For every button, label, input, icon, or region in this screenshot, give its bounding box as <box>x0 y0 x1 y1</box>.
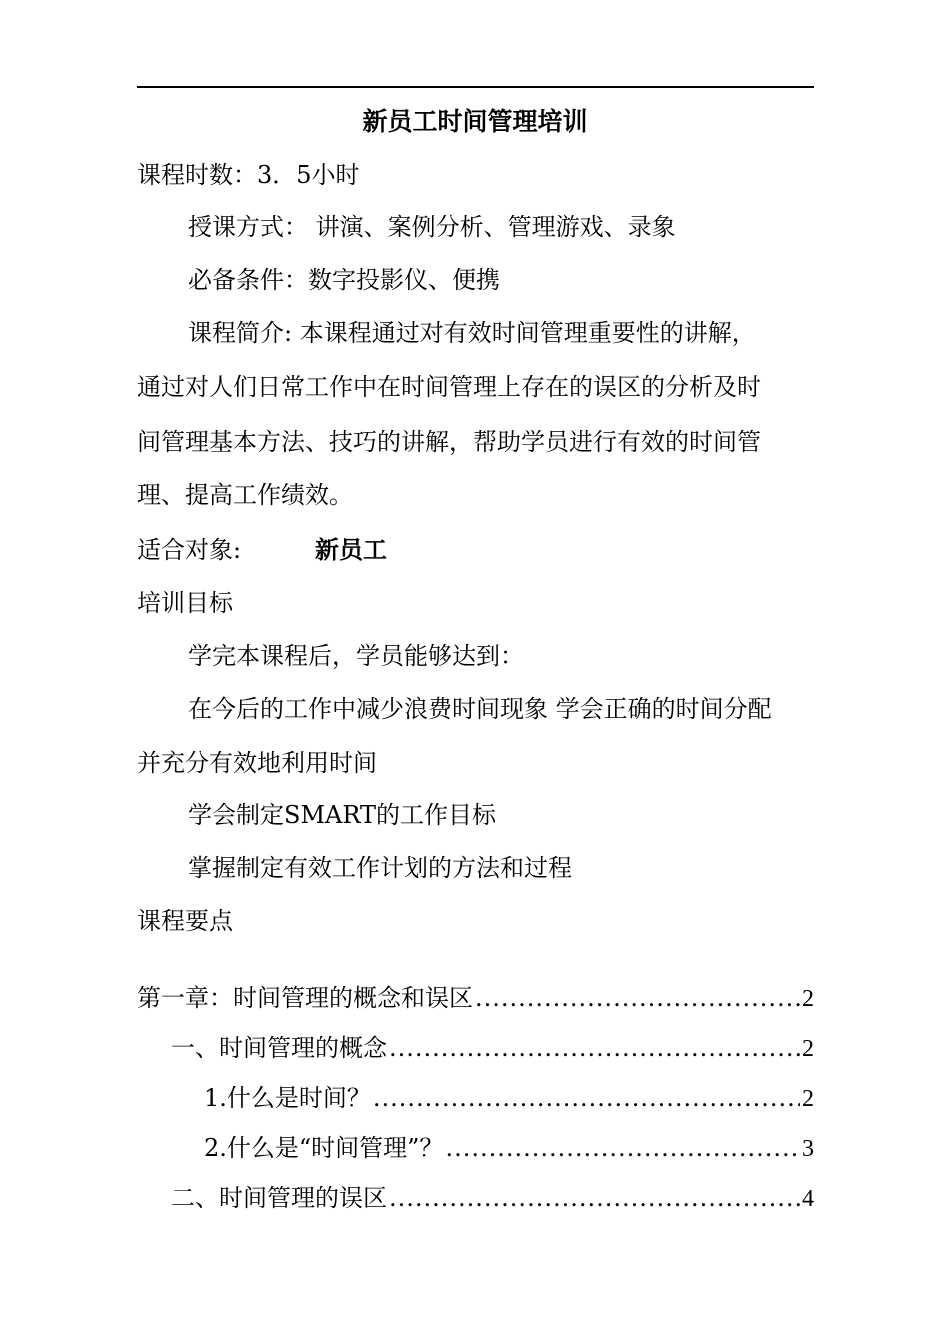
goal-item: 掌握制定有效工作计划的方法和过程 <box>188 854 572 882</box>
goal-item: 学完本课程后，学员能够达到： <box>188 642 524 670</box>
toc-entry[interactable] <box>137 983 814 1013</box>
toc-page-number: 2 <box>802 986 814 1012</box>
course-hours: 课程时数：3．5小时 <box>137 161 360 189</box>
toc-leader <box>475 983 800 1013</box>
document-title: 新员工时间管理培训 <box>362 107 588 136</box>
toc-entry[interactable] <box>204 1133 814 1163</box>
toc-entry-text: 第一章：时间管理的概念和误区 <box>137 984 473 1012</box>
intro-line: 理、提高工作绩效。 <box>137 481 353 509</box>
toc-entry-text: 1.什么是时间？ <box>204 1084 371 1112</box>
toc-page-number: 3 <box>802 1136 814 1162</box>
teaching-method: 授课方式： 讲演、案例分析、管理游戏、录象 <box>188 213 676 241</box>
goal-item: 在今后的工作中减少浪费时间现象 学会正确的时间分配 <box>188 695 772 723</box>
toc-entry[interactable] <box>171 1183 814 1213</box>
toc-page-number: 2 <box>802 1036 814 1062</box>
toc-page-number: 2 <box>802 1086 814 1112</box>
toc-entry-text: 2.什么是“时间管理”？ <box>204 1134 444 1162</box>
goals-heading: 培训目标 <box>137 589 233 617</box>
toc-entry[interactable] <box>171 1033 814 1063</box>
audience-label: 适合对象: <box>137 536 242 564</box>
toc-leader <box>389 1183 800 1213</box>
toc-entry-text: 一、时间管理的概念 <box>171 1034 387 1062</box>
toc-entry-text: 二、时间管理的误区 <box>171 1184 387 1212</box>
intro-line: 课程简介: 本课程通过对有效时间管理重要性的讲解， <box>188 319 756 347</box>
goal-item: 学会制定SMART的工作目标 <box>188 801 497 829</box>
header-rule <box>137 86 814 88</box>
audience-value: 新员工 <box>315 535 387 564</box>
toc-leader <box>389 1033 800 1063</box>
goal-item: 并充分有效地利用时间 <box>137 749 377 777</box>
toc-leader <box>445 1133 800 1163</box>
points-heading: 课程要点 <box>137 907 233 935</box>
required-conditions: 必备条件：数字投影仪、便携 <box>188 266 500 294</box>
toc-leader <box>373 1083 800 1113</box>
intro-line: 通过对人们日常工作中在时间管理上存在的误区的分析及时 <box>137 373 761 401</box>
intro-line: 间管理基本方法、技巧的讲解，帮助学员进行有效的时间管 <box>137 428 761 456</box>
toc-page-number: 4 <box>802 1186 814 1212</box>
toc-entry[interactable] <box>204 1083 814 1113</box>
